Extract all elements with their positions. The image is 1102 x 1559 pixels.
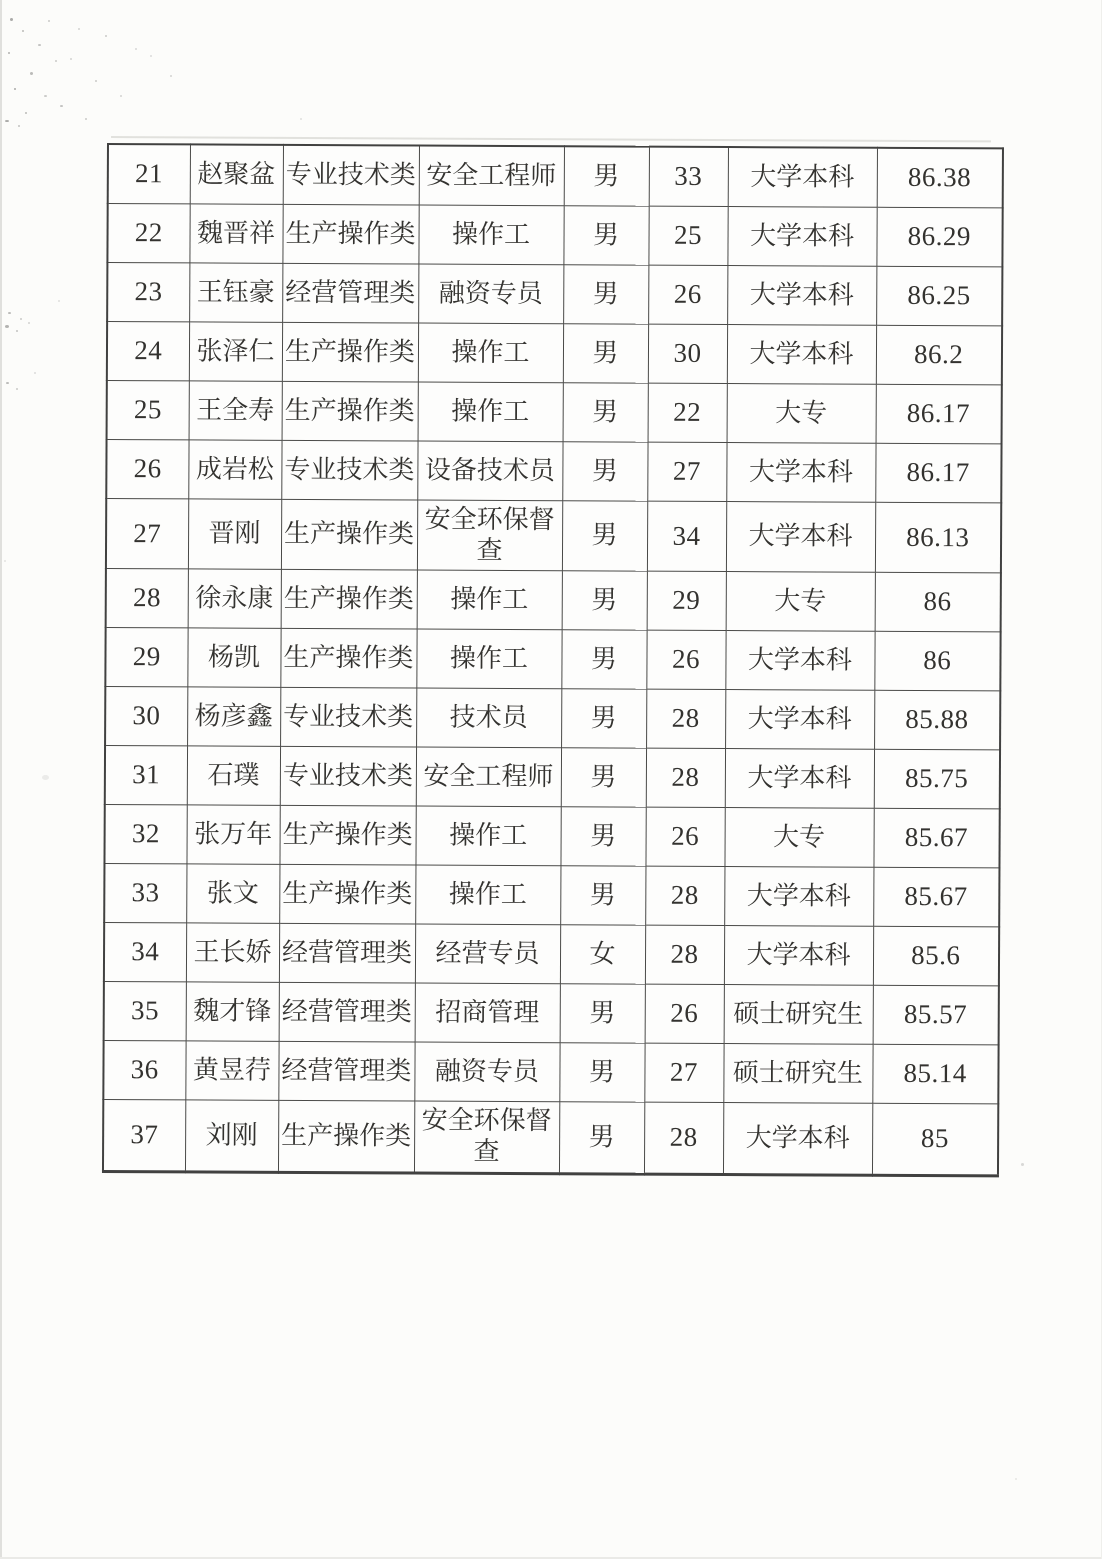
cell-name: 成岩松 — [188, 440, 281, 499]
cell-position: 融资专员 — [418, 264, 563, 324]
table-row — [107, 263, 1002, 326]
scan-speck — [5, 325, 9, 328]
cell-education: 大学本科 — [724, 926, 873, 986]
scan-speck — [14, 88, 16, 90]
cell-education: 大学本科 — [726, 443, 875, 503]
table-row — [103, 1041, 998, 1104]
cell-education: 大学本科 — [725, 749, 874, 809]
cell-category: 生产操作类 — [279, 865, 415, 925]
cell-rank: 32 — [104, 805, 186, 864]
cell-education: 大学本科 — [725, 631, 874, 691]
scan-speck — [95, 80, 97, 82]
cell-gender: 男 — [561, 689, 646, 748]
cell-category: 生产操作类 — [281, 570, 417, 630]
cell-rank: 35 — [104, 982, 186, 1041]
cell-position: 操作工 — [415, 865, 560, 925]
cell-position: 招商管理 — [415, 983, 560, 1043]
scan-speck — [150, 55, 152, 57]
cell-age: 22 — [648, 383, 727, 442]
cell-position: 操作工 — [415, 806, 560, 866]
cell-name: 王长娇 — [186, 923, 279, 982]
scan-speck — [25, 112, 27, 114]
cell-score: 86.2 — [876, 325, 1002, 385]
cell-age: 26 — [646, 630, 725, 689]
scan-speck — [28, 322, 30, 324]
cell-rank: 24 — [107, 322, 189, 381]
table-row — [108, 144, 1003, 208]
cell-age: 28 — [646, 748, 725, 807]
cell-education: 硕士研究生 — [724, 985, 873, 1045]
table-row — [106, 440, 1001, 503]
cell-category: 经营管理类 — [282, 263, 418, 323]
table-row — [106, 499, 1001, 574]
cell-category: 生产操作类 — [282, 381, 418, 441]
cell-score: 86.25 — [876, 266, 1002, 326]
cell-position: 操作工 — [416, 629, 561, 689]
cell-gender: 男 — [563, 324, 648, 383]
cell-position: 操作工 — [418, 382, 563, 442]
cell-category: 专业技术类 — [280, 688, 416, 748]
cell-rank: 31 — [105, 746, 187, 805]
table-row — [107, 204, 1002, 267]
score-table — [102, 143, 1004, 1177]
cell-gender: 男 — [563, 206, 648, 265]
cell-score: 85.67 — [873, 868, 999, 928]
scan-speck — [1021, 1163, 1024, 1166]
scan-speck — [34, 372, 36, 374]
cell-score: 85.75 — [874, 750, 1000, 810]
table-row — [107, 322, 1002, 385]
cell-age: 28 — [645, 925, 724, 984]
cell-gender: 男 — [560, 866, 645, 925]
cell-category: 生产操作类 — [280, 629, 416, 689]
scan-speck — [70, 58, 72, 60]
scan-speck — [1015, 1478, 1017, 1480]
scan-speck — [10, 18, 13, 21]
cell-age: 27 — [647, 442, 726, 501]
cell-name: 张泽仁 — [189, 322, 282, 381]
cell-name: 石璞 — [187, 746, 280, 805]
cell-name: 魏晋祥 — [189, 204, 282, 263]
cell-gender: 男 — [559, 1102, 644, 1174]
cell-score: 85.14 — [872, 1045, 998, 1105]
scan-speck — [16, 388, 18, 390]
cell-gender: 男 — [560, 984, 645, 1043]
cell-name: 王钰豪 — [189, 263, 282, 322]
cell-category: 经营管理类 — [278, 1042, 414, 1102]
cell-education: 大专 — [727, 384, 876, 444]
cell-name: 徐永康 — [188, 569, 281, 628]
cell-age: 27 — [644, 1043, 723, 1102]
scan-speck — [120, 95, 122, 97]
cell-age: 28 — [646, 689, 725, 748]
scan-speck — [85, 118, 87, 120]
table-row — [104, 805, 999, 868]
cell-education: 硕士研究生 — [723, 1044, 872, 1104]
cell-position: 安全环保督查 — [414, 1101, 559, 1173]
cell-category: 生产操作类 — [281, 499, 417, 570]
cell-education: 大专 — [726, 572, 875, 632]
scan-speck — [300, 118, 302, 120]
cell-category: 经营管理类 — [279, 924, 415, 984]
cell-category: 经营管理类 — [279, 983, 415, 1043]
scan-speck — [55, 60, 57, 62]
cell-name: 杨彦鑫 — [187, 687, 280, 746]
scan-speck — [4, 560, 6, 562]
cell-education: 大学本科 — [725, 690, 874, 750]
cell-score: 85.57 — [873, 986, 999, 1046]
scan-speck — [8, 52, 10, 54]
cell-gender: 男 — [563, 265, 648, 324]
cell-category: 生产操作类 — [279, 806, 415, 866]
cell-rank: 25 — [107, 381, 189, 440]
cell-score: 85.6 — [873, 927, 999, 987]
table-row — [103, 1100, 998, 1176]
scan-speck — [5, 120, 9, 122]
cell-category: 生产操作类 — [282, 322, 418, 382]
cell-category: 专业技术类 — [283, 145, 419, 205]
cell-gender: 男 — [563, 383, 648, 442]
cell-age: 25 — [648, 206, 727, 265]
cell-education: 大学本科 — [727, 325, 876, 385]
cell-age: 29 — [647, 571, 726, 630]
cell-age: 26 — [648, 265, 727, 324]
cell-education: 大学本科 — [728, 147, 877, 207]
cell-age: 34 — [647, 501, 726, 572]
cell-rank: 34 — [104, 923, 186, 982]
cell-name: 刘刚 — [185, 1100, 278, 1172]
cell-score: 85 — [872, 1104, 998, 1176]
scan-speck — [18, 125, 20, 127]
table-row — [105, 687, 1000, 750]
cell-name: 黄昱荇 — [185, 1041, 278, 1100]
cell-rank: 36 — [103, 1041, 185, 1100]
scan-speck — [48, 20, 50, 22]
cell-name: 魏才锋 — [186, 982, 279, 1041]
cell-name: 赵聚盆 — [190, 144, 283, 204]
cell-name: 张文 — [186, 864, 279, 923]
cell-rank: 37 — [103, 1100, 185, 1172]
scan-speck — [8, 312, 11, 314]
cell-rank: 26 — [106, 440, 188, 499]
cell-score: 85.88 — [874, 691, 1000, 751]
cell-age: 26 — [645, 807, 724, 866]
cell-score: 86 — [874, 632, 1000, 692]
cell-name: 杨凯 — [187, 628, 280, 687]
scan-speck — [170, 75, 172, 77]
cell-education: 大专 — [724, 808, 873, 868]
cell-category: 生产操作类 — [282, 204, 418, 264]
cell-gender: 男 — [562, 571, 647, 630]
cell-gender: 男 — [564, 146, 649, 206]
cell-category: 专业技术类 — [281, 440, 417, 500]
cell-rank: 28 — [106, 569, 188, 628]
cell-education: 大学本科 — [724, 867, 873, 927]
scan-speck — [30, 72, 33, 75]
scan-ghost-line — [111, 136, 991, 142]
cell-education: 大学本科 — [723, 1103, 872, 1175]
cell-rank: 22 — [107, 204, 189, 263]
cell-score: 86.29 — [876, 207, 1002, 267]
cell-category: 生产操作类 — [278, 1101, 414, 1173]
scan-speck — [58, 300, 60, 302]
cell-score: 86.13 — [875, 502, 1001, 573]
cell-position: 安全工程师 — [419, 146, 564, 206]
cell-category: 专业技术类 — [280, 747, 416, 807]
cell-position: 设备技术员 — [417, 441, 562, 501]
cell-position: 操作工 — [418, 205, 563, 265]
cell-score: 86.17 — [875, 443, 1001, 503]
table-row — [107, 381, 1002, 444]
scan-speck — [38, 44, 41, 46]
cell-score: 86 — [875, 573, 1001, 633]
scan-speck — [135, 48, 137, 50]
scan-speck — [105, 35, 107, 37]
cell-age: 28 — [644, 1102, 723, 1174]
scan-speck — [22, 30, 24, 32]
cell-gender: 男 — [562, 442, 647, 501]
cell-age: 28 — [645, 866, 724, 925]
cell-score: 86.17 — [876, 384, 1002, 444]
cell-position: 操作工 — [417, 570, 562, 630]
score-table-container — [102, 143, 1002, 1177]
cell-rank: 21 — [108, 144, 190, 204]
scan-speck — [6, 382, 9, 384]
cell-score: 86.38 — [877, 148, 1003, 208]
cell-age: 26 — [645, 984, 724, 1043]
table-row — [104, 864, 999, 927]
cell-gender: 男 — [562, 501, 647, 572]
cell-gender: 女 — [560, 925, 645, 984]
table-row — [106, 569, 1001, 632]
table-body — [103, 144, 1003, 1176]
cell-position: 安全环保督查 — [417, 500, 562, 571]
cell-rank: 23 — [107, 263, 189, 322]
scan-edge-left — [0, 0, 2, 1559]
cell-position: 安全工程师 — [416, 747, 561, 807]
scan-speck — [78, 28, 80, 30]
cell-position: 操作工 — [418, 323, 563, 383]
scan-speck — [42, 775, 49, 780]
scan-speck — [20, 318, 22, 320]
scan-speck — [60, 105, 63, 107]
cell-rank: 27 — [106, 499, 188, 570]
cell-gender: 男 — [561, 748, 646, 807]
cell-position: 经营专员 — [415, 924, 560, 984]
cell-score: 85.67 — [873, 809, 999, 869]
cell-position: 技术员 — [416, 688, 561, 748]
cell-education: 大学本科 — [727, 266, 876, 326]
cell-gender: 男 — [561, 630, 646, 689]
table-row — [104, 982, 999, 1045]
cell-gender: 男 — [559, 1043, 644, 1102]
table-row — [104, 923, 999, 986]
cell-age: 33 — [649, 147, 728, 207]
cell-rank: 33 — [104, 864, 186, 923]
cell-gender: 男 — [560, 807, 645, 866]
cell-education: 大学本科 — [727, 207, 876, 267]
cell-education: 大学本科 — [726, 502, 875, 573]
table-row — [105, 628, 1000, 691]
cell-position: 融资专员 — [414, 1042, 559, 1102]
table-row — [105, 746, 1000, 809]
cell-name: 晋刚 — [188, 499, 281, 570]
cell-rank: 30 — [105, 687, 187, 746]
cell-age: 30 — [648, 324, 727, 383]
scan-speck — [44, 95, 47, 97]
cell-rank: 29 — [105, 628, 187, 687]
cell-name: 张万年 — [186, 805, 279, 864]
cell-name: 王全寿 — [189, 381, 282, 440]
scan-speck — [16, 330, 18, 332]
